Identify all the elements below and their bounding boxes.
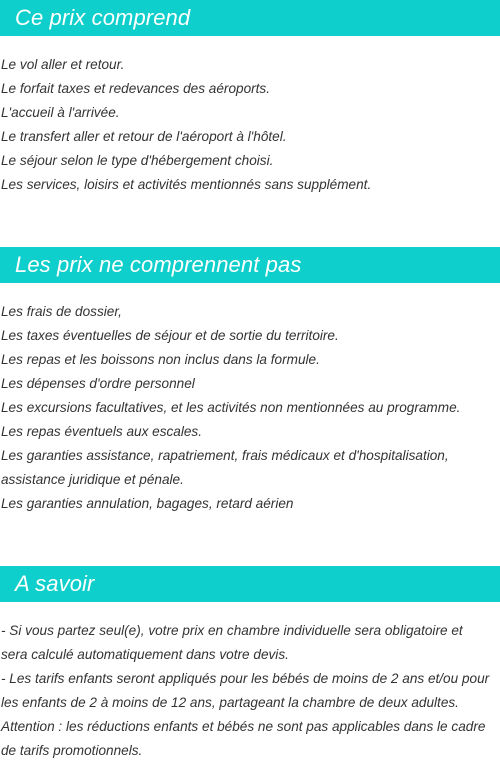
section-title-price-includes: Ce prix comprend xyxy=(0,0,500,36)
section-price-excludes xyxy=(0,247,500,516)
list-item: Les frais de dossier, xyxy=(1,304,122,319)
paragraph-line: - Les tarifs enfants seront appliqués pour les bébés de moins de 2 ans et/ou pour xyxy=(1,671,490,686)
paragraph-line: Attention : les réductions enfants et bébés ne sont pas applicables dans le cadre xyxy=(1,719,486,734)
paragraph-line: les enfants de 2 à moins de 12 ans, partageant la chambre de deux adultes. xyxy=(1,695,459,710)
paragraph-line: sera calculé automatiquement dans votre devis. xyxy=(1,647,289,662)
price-excludes-list xyxy=(0,300,500,516)
list-item: Les garanties annulation, bagages, retard aérien xyxy=(1,496,294,511)
paragraph-line: - Si vous partez seul(e), votre prix en chambre individuelle sera obligatoire et xyxy=(1,623,463,638)
list-item: L'accueil à l'arrivée. xyxy=(1,105,120,120)
list-item: Les taxes éventuelles de séjour et de sortie du territoire. xyxy=(1,328,339,343)
paragraph-line: de tarifs promotionnels. xyxy=(1,743,143,758)
list-item: Le séjour selon le type d'hébergement choisi. xyxy=(1,153,274,168)
section-good-to-know xyxy=(0,566,500,763)
list-item: assistance juridique et pénale. xyxy=(1,472,184,487)
list-item: Le transfert aller et retour de l'aéroport à l'hôtel. xyxy=(1,129,287,144)
good-to-know-text xyxy=(0,619,500,763)
section-title-price-excludes: Les prix ne comprennent pas xyxy=(0,247,500,283)
list-item: Les dépenses d'ordre personnel xyxy=(1,376,195,391)
list-item: Le forfait taxes et redevances des aéroports. xyxy=(1,81,271,96)
section-price-includes xyxy=(0,0,500,197)
list-item: Le vol aller et retour. xyxy=(1,57,125,72)
list-item: Les excursions facultatives, et les activités non mentionnées au programme. xyxy=(1,400,461,415)
list-item: Les repas et les boissons non inclus dans la formule. xyxy=(1,352,320,367)
section-title-good-to-know: A savoir xyxy=(0,566,500,602)
price-includes-list xyxy=(0,53,500,197)
list-item: Les garanties assistance, rapatriement, frais médicaux et d'hospitalisation, xyxy=(1,448,449,463)
list-item: Les repas éventuels aux escales. xyxy=(1,424,203,439)
list-item: Les services, loisirs et activités mentionnés sans supplément. xyxy=(1,177,372,192)
